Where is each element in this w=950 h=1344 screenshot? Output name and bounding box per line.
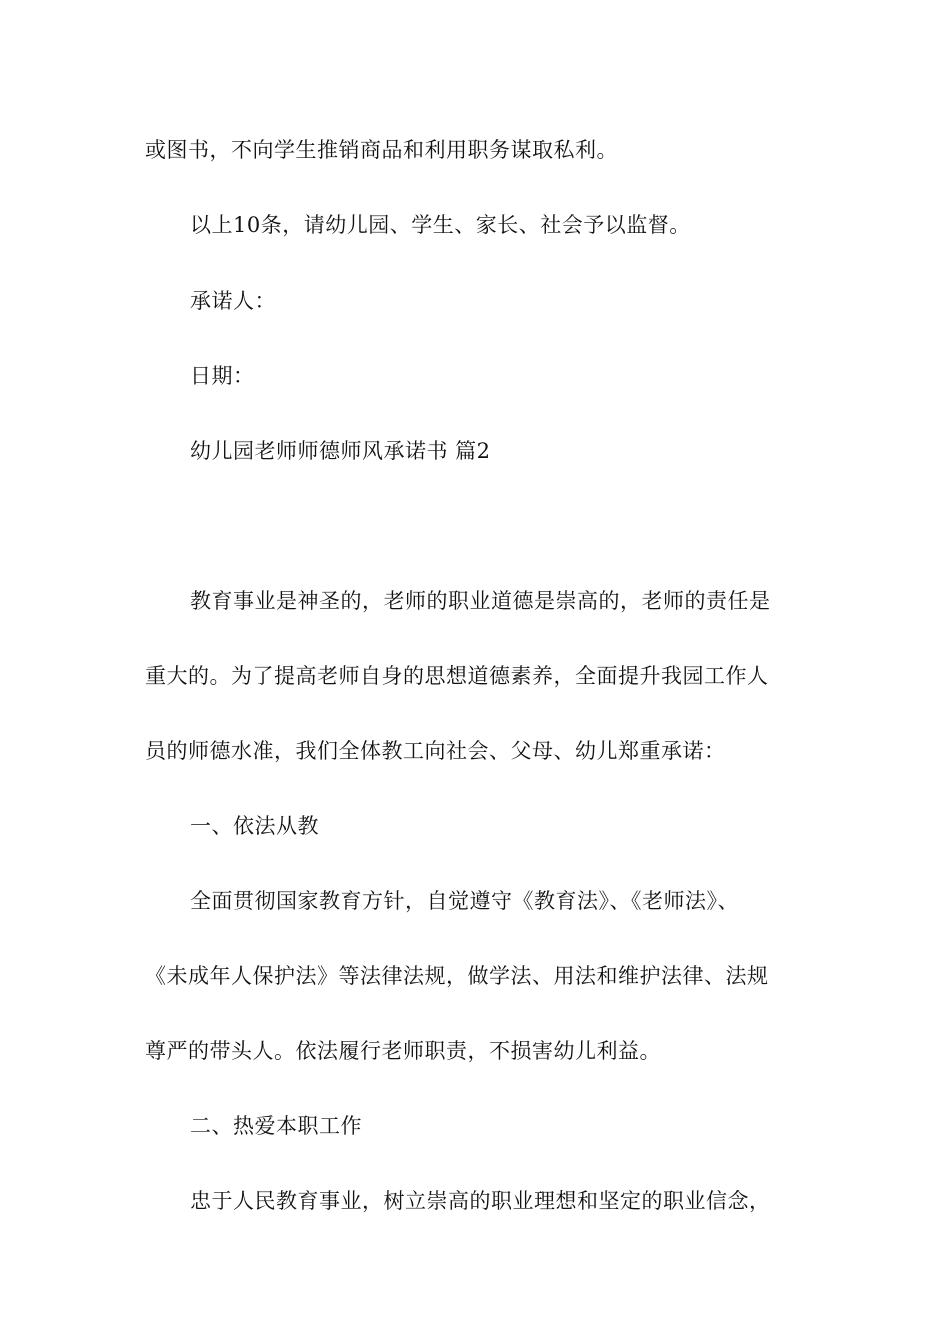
paragraph-line: 尊严的带头人。依法履行老师职责，不损害幼儿利益。 [145, 1039, 661, 1063]
subheading: 二、热爱本职工作 [190, 1114, 362, 1138]
section-title: 幼儿园老师师德师风承诺书 篇2 [190, 439, 491, 463]
paragraph-line: 全面贯彻国家教育方针，自觉遵守《教育法》、《老师法》、 [190, 889, 739, 913]
subheading: 一、依法从教 [190, 814, 319, 838]
paragraph-line: 员的师德水准，我们全体教工向社会、父母、幼儿郑重承诺： [145, 739, 726, 763]
paragraph-line: 或图书，不向学生推销商品和利用职务谋取私利。 [145, 138, 618, 162]
paragraph-line: 重大的。为了提高老师自身的思想道德素养，全面提升我园工作人 [145, 664, 769, 688]
paragraph-line: 忠于人民教育事业，树立崇高的职业理想和坚定的职业信念， [190, 1189, 771, 1213]
signatory-label: 承诺人： [190, 289, 276, 313]
paragraph-line: 以上10条，请幼儿园、学生、家长、社会予以监督。 [190, 213, 691, 237]
date-label: 日期： [190, 364, 255, 388]
paragraph-line: 《未成年人保护法》等法律法规，做学法、用法和维护法律、法规 [145, 964, 769, 988]
paragraph-line: 教育事业是神圣的，老师的职业道德是崇高的，老师的责任是 [190, 589, 771, 613]
